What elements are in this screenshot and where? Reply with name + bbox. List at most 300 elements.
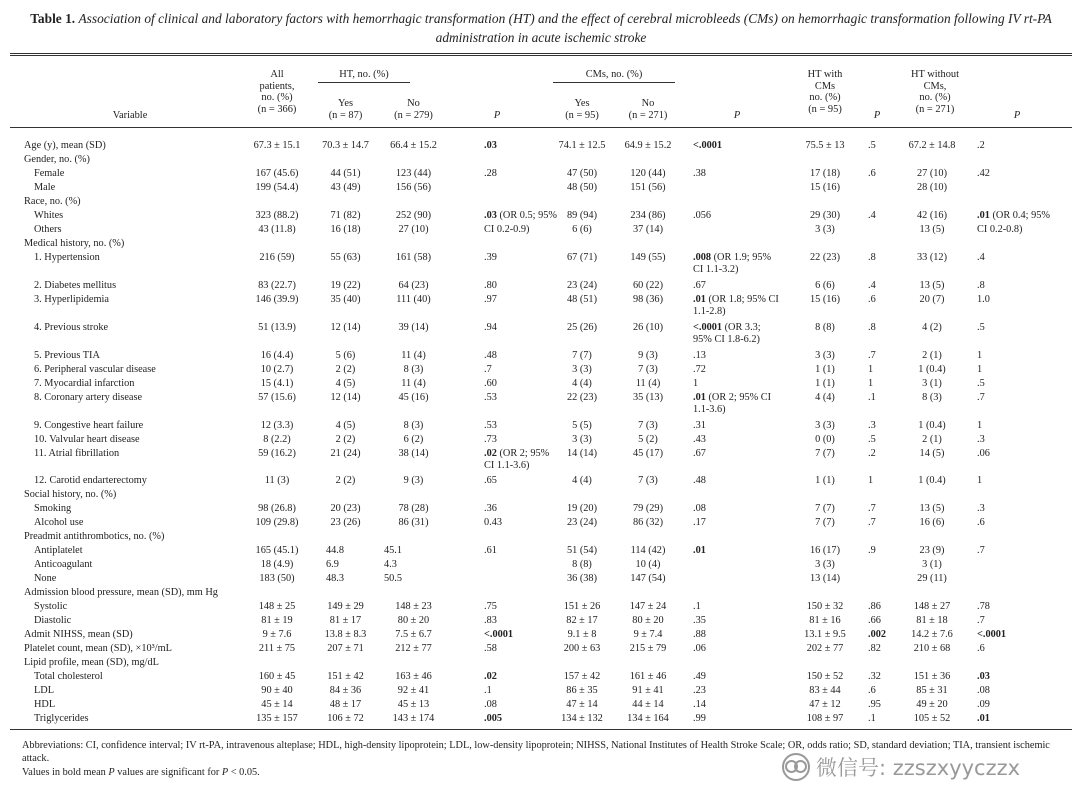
table-cell: 120 (44) (630, 168, 666, 179)
table-cell: .49 (693, 671, 706, 682)
p-value-significant: <.0001 (693, 322, 723, 333)
row-variable: Triglycerides (34, 713, 89, 724)
table-cell: 67.3 ± 15.1 (253, 140, 301, 151)
table-cell: 45 (17) (632, 448, 664, 459)
table-cell: .08 (977, 685, 990, 696)
table-cell: .32 (868, 671, 881, 682)
table-cell: 13 (5) (919, 224, 945, 235)
p-value-detail: (OR 3.3; (722, 322, 761, 333)
table-cell: 29 (11) (917, 573, 947, 584)
table-cell: .4 (868, 280, 876, 291)
table-cell: 1 (868, 378, 874, 389)
row-variable: Total cholesterol (34, 671, 103, 682)
table-cell: 48 (50) (566, 182, 598, 193)
table-cell: .2 (977, 140, 985, 151)
table-cell: 36 (38) (566, 573, 598, 584)
table-cell: .7 (484, 364, 492, 375)
row-variable: 5. Previous TIA (34, 350, 100, 361)
table-cell: 1 (868, 364, 874, 375)
table-cell: 43 (49) (330, 182, 361, 193)
table-cell: 16 (6) (919, 517, 945, 528)
header-ht-with-cms-line: CMs (814, 80, 836, 92)
header-all-patients-line: patients, (259, 80, 295, 92)
table-cell: 42 (16) (916, 210, 948, 221)
row-variable: Alcohol use (34, 517, 84, 528)
header-p4: P (1013, 110, 1021, 121)
table-cell: 6 (2) (403, 434, 424, 445)
header-all-patients-line: no. (%) (261, 92, 293, 103)
table-cell: 64 (23) (398, 280, 429, 291)
table-cell: 80 ± 20 (397, 615, 430, 626)
table-cell: .38 (693, 168, 706, 179)
table-cell: 89 (94) (566, 210, 598, 221)
table-cell: .53 (484, 392, 497, 403)
p-value-significant: .01 (977, 210, 990, 221)
row-variable: 8. Coronary artery disease (34, 392, 143, 403)
header-ht-no-line: No (407, 98, 420, 109)
table-cell: .67 (693, 280, 706, 291)
row-variable: 3. Hyperlipidemia (34, 294, 109, 305)
table-cell: .88 (693, 629, 706, 640)
table-cell: 200 ± 63 (563, 643, 601, 654)
table-cell: 150 ± 32 (806, 601, 844, 612)
table-cell: 37 (14) (632, 224, 664, 235)
table-cell: 210 ± 68 (913, 643, 951, 654)
table-cell: 8 (3) (403, 420, 424, 431)
bold-note-pre: Values in bold mean (22, 767, 106, 778)
table-cell: 81 ± 19 (261, 615, 293, 626)
table-cell: .03 (484, 140, 497, 151)
table-cell: 252 (90) (395, 210, 432, 221)
table-cell: 216 (59) (259, 252, 295, 263)
table-cell: 12 (3.3) (260, 420, 294, 431)
table-cell: <.0001 (693, 140, 723, 151)
table-cell: 7 (7) (572, 350, 592, 361)
top-rule-2 (10, 55, 1072, 56)
table-cell: 3 (3) (572, 434, 592, 445)
table-cell: 29 (30) (809, 210, 841, 221)
row-variable: Systolic (34, 601, 68, 612)
row-variable: Platelet count, mean (SD), ×10³/mL (24, 643, 172, 654)
table-cell: 12 (14) (330, 322, 361, 333)
table-cell: 85 ± 31 (916, 685, 948, 696)
table-cell: 15 (16) (809, 182, 841, 193)
table-cell: 10 (2.7) (260, 364, 294, 375)
table-cell: 47 ± 12 (809, 699, 841, 710)
header-cm-no-line: No (641, 98, 655, 109)
table-cell: 134 ± 164 (627, 713, 669, 724)
table-cell: .82 (868, 643, 881, 654)
table-cell: 86 (32) (632, 517, 664, 528)
table-cell: .1 (484, 685, 492, 696)
table-cell: 45 ± 13 (397, 699, 430, 710)
table-cell: 44 ± 14 (632, 699, 664, 710)
table-cell: 16 (4.4) (260, 350, 294, 361)
table-cell: 35 (13) (632, 392, 664, 403)
table-cell: .6 (977, 517, 985, 528)
table-cell: 7 (3) (638, 364, 658, 375)
table-cell: 160 ± 45 (258, 671, 296, 682)
table-cell: .94 (484, 322, 497, 333)
table-cell: 1 (693, 378, 699, 389)
table-cell: 8 (8) (572, 559, 592, 570)
table-cell: 151 (56) (630, 182, 666, 193)
header-ht-yes-line: Yes (337, 98, 354, 109)
table-cell: 7 (7) (815, 517, 835, 528)
p-value-detail: (OR 0.4; 95% (989, 210, 1050, 221)
table-cell: 13 (5) (919, 503, 945, 514)
table-cell: .7 (868, 350, 876, 361)
table-cell: 23 (26) (330, 517, 361, 528)
cm-group-rule (553, 82, 675, 83)
table-cell: 149 (55) (630, 252, 666, 263)
table-cell: 15 (16) (809, 294, 841, 305)
row-variable: Male (34, 182, 56, 193)
table-cell: <.0001 (977, 629, 1007, 640)
table-cell: 161 ± 46 (629, 671, 667, 682)
table-cell: 134 ± 132 (561, 713, 603, 724)
table-cell: 8 (3) (922, 392, 942, 403)
table-cell: .48 (484, 350, 497, 361)
header-ht-group: HT, no. (%) (339, 69, 389, 80)
table-cell: 161 (58) (395, 252, 432, 263)
table-cell: CI 0.2-0.8) (977, 224, 1023, 235)
table-cell: .28 (484, 168, 497, 179)
header-ht-no-line: (n = 279) (394, 109, 433, 121)
table-cell: .23 (693, 685, 706, 696)
header-ht-without-cms-line: HT without (910, 69, 959, 80)
table-cell: 323 (88.2) (255, 210, 299, 221)
table-cell: .75 (484, 601, 497, 612)
table-cell: 108 ± 97 (806, 713, 844, 724)
table-cell: 90 ± 40 (261, 685, 293, 696)
table-cell: .66 (868, 615, 881, 626)
bold-note-end: < 0.05. (230, 767, 260, 778)
table-cell: 86 ± 35 (566, 685, 598, 696)
table-cell: 1 (868, 475, 874, 486)
table-cell: .3 (977, 434, 985, 445)
table-cell: 17 (18) (809, 168, 841, 179)
table-cell: .7 (868, 517, 876, 528)
table-cell: CI 1.1-3.6) (484, 460, 530, 471)
table-cell: 3 (3) (815, 350, 835, 361)
table-cell: 6.9 (326, 559, 339, 570)
table-cell: 14 (14) (566, 448, 598, 459)
table-cell: 5 (5) (572, 420, 592, 431)
row-variable: 10. Valvular heart disease (34, 434, 140, 445)
table-cell: 1 (977, 420, 983, 431)
table-cell: 3 (3) (815, 224, 835, 235)
table-cell: 143 ± 174 (392, 713, 435, 724)
table-cell: 20 (7) (919, 294, 945, 305)
table-cell: 26 (10) (632, 322, 664, 333)
table-cell: 27 (10) (398, 224, 429, 235)
p-value-significant: .01 (693, 294, 706, 305)
table-cell: .17 (693, 517, 706, 528)
table-cell: 66.4 ± 15.2 (390, 140, 437, 151)
table-cell: 1 (977, 364, 983, 375)
header-ht-without-cms-line: (n = 271) (915, 103, 955, 115)
table-cell: 7 (7) (815, 503, 835, 514)
table-cell: 167 (45.6) (255, 168, 299, 179)
table-cell: 12 (14) (330, 392, 361, 403)
table-cell: 4 (2) (922, 322, 942, 333)
row-variable: Antiplatelet (34, 545, 83, 556)
table-cell: 23 (24) (566, 517, 598, 528)
table-cell: .97 (484, 294, 497, 305)
bottom-rule (10, 729, 1072, 730)
table-cell: CI 0.2-0.9) (484, 224, 530, 235)
row-variable: Admission blood pressure, mean (SD), mm Hg (24, 587, 218, 598)
table-cell: 7 (7) (815, 448, 835, 459)
table-cell: 9 ± 7.6 (262, 629, 292, 640)
table-cell: 6 (6) (572, 224, 592, 235)
table-cell: .8 (868, 252, 876, 263)
header-rule (10, 127, 1072, 128)
table-cell: 45 ± 14 (261, 699, 293, 710)
table-cell: 8 (8) (815, 322, 835, 333)
table-cell: 55 (63) (330, 252, 361, 263)
table-cell: 8 (3) (403, 364, 424, 375)
table-cell: 2 (1) (922, 350, 942, 361)
table-cell: .31 (693, 420, 706, 431)
table-cell: .61 (484, 545, 497, 556)
table-cell: .08 (484, 699, 497, 710)
table-cell: 57 (15.6) (258, 392, 296, 403)
table-cell: 183 (50) (259, 573, 295, 584)
table-cell: 9 ± 7.4 (633, 629, 663, 640)
table-cell: 45 (16) (398, 392, 429, 403)
table-cell: .35 (693, 615, 706, 626)
table-cell: .08 (693, 503, 706, 514)
row-variable: 11. Atrial fibrillation (34, 448, 120, 459)
table-cell: 98 (26.8) (258, 503, 296, 514)
table-cell: 157 ± 42 (563, 671, 601, 682)
row-variable: Anticoagulant (34, 559, 93, 570)
header-ht-with-cms-line: no. (%) (809, 92, 841, 103)
table-cell: 28 (10) (916, 182, 948, 193)
bold-note-p2: P (221, 767, 229, 778)
bold-note-p: P (108, 767, 115, 778)
table-cell: 13 (14) (809, 573, 841, 584)
table-cell: 47 (50) (566, 168, 598, 179)
table-cell: .80 (484, 280, 497, 291)
table-cell: 81 ± 16 (809, 615, 841, 626)
table-cell: 16 (18) (330, 224, 361, 235)
table-cell: 49 ± 20 (916, 699, 948, 710)
table-caption: Association of clinical and laboratory factors with hemorrhagic transformation (HT) and the effect of cerebral microbleeds (CMs) on hemorrhagic transformation following IV rt-PA administration in acute ischemic stroke (78, 11, 1052, 45)
table-cell: 151 ± 36 (913, 671, 951, 682)
table-cell: 212 ± 77 (395, 643, 432, 654)
table-cell: 151 ± 42 (327, 671, 364, 682)
table-cell: .005 (484, 713, 503, 724)
table-cell: 92 ± 41 (397, 685, 430, 696)
table-cell: 14 (5) (919, 448, 945, 459)
table-cell: 111 (40) (396, 294, 431, 305)
table-cell: 1.1-2.8) (693, 306, 726, 317)
table-cell: 135 ± 157 (256, 713, 298, 724)
table-cell: 22 (23) (566, 392, 598, 403)
row-variable: Admit NIHSS, mean (SD) (24, 629, 133, 640)
table-cell: 1 (1) (815, 378, 835, 389)
p-value-detail: (OR 2; 95% (496, 448, 550, 459)
table-cell: 44.8 (326, 545, 345, 556)
table-cell: .67 (693, 448, 706, 459)
table-cell: 59 (16.2) (258, 448, 296, 459)
header-ht-without-cms (897, 69, 973, 115)
header-ht-with-cms-line: (n = 95) (808, 103, 842, 115)
table-cell: 2 (2) (335, 364, 356, 375)
table-cell: 9 (3) (638, 350, 658, 361)
table-cell (693, 252, 789, 264)
table-cell: 78 (28) (398, 503, 429, 514)
header-cm-yes-line: Yes (574, 98, 590, 109)
table-cell: 149 ± 29 (327, 601, 364, 612)
row-variable: 9. Congestive heart failure (34, 420, 144, 431)
table-cell: .5 (977, 378, 985, 389)
footnote-abbreviations: Abbreviations: CI, confidence interval; IV rt-PA, intravenous alteplase; HDL, high-density lipoprotein; LDL, low-density lipoprotein; NIHSS, National Institutes of Health Stroke Scale; OR, odds ratio; SD, standard deviation; TIA, transient ischemic attack. (22, 740, 1050, 764)
table-cell: .65 (484, 475, 497, 486)
p-value-significant: .01 (693, 392, 706, 403)
table-cell: 146 (39.9) (255, 294, 299, 305)
table-cell: 21 (24) (330, 448, 361, 459)
table-cell: 1 (0.4) (918, 420, 946, 431)
p-value-detail: (OR 2; 95% CI (705, 392, 772, 403)
row-variable: 1. Hypertension (34, 252, 100, 263)
table-cell: 199 (54.4) (255, 182, 299, 193)
table-cell: 1 (1) (815, 364, 835, 375)
table-cell: 48 ± 17 (329, 699, 362, 710)
table-cell: 3 (3) (815, 559, 835, 570)
table-cell: 147 (54) (630, 573, 666, 584)
table-cell: 9 (3) (403, 475, 424, 486)
watermark (782, 752, 1020, 782)
table-cell: .4 (868, 210, 876, 221)
table-cell: 10 (4) (635, 559, 661, 570)
table-cell: <.0001 (484, 629, 514, 640)
table-cell: .3 (977, 503, 985, 514)
table-cell: 207 ± 71 (327, 643, 364, 654)
table-cell: 150 ± 52 (806, 671, 844, 682)
table-cell: 4.3 (384, 559, 397, 570)
table-cell: 4 (5) (335, 378, 356, 389)
table-cell: 114 (42) (630, 545, 666, 556)
table-cell: .6 (868, 685, 876, 696)
row-variable: Smoking (34, 503, 72, 514)
table-cell (693, 294, 789, 306)
header-p2: P (733, 110, 741, 121)
table-cell: 3 (1) (922, 559, 942, 570)
table-cell: 60 (22) (632, 280, 664, 291)
table-cell: 123 (44) (395, 168, 432, 179)
table-cell: 11 (4) (401, 350, 426, 361)
table-cell: 19 (22) (330, 280, 361, 291)
table-cell: .73 (484, 434, 497, 445)
row-variable: None (34, 573, 57, 584)
table-cell: .99 (693, 713, 706, 724)
table-cell: .3 (868, 420, 876, 431)
header-ht-yes (318, 98, 373, 121)
table-cell: 2 (2) (335, 475, 356, 486)
table-cell: .02 (484, 671, 497, 682)
table-cell (977, 210, 1072, 222)
table-cell: 3 (3) (815, 420, 835, 431)
header-ht-no (376, 98, 451, 121)
table-cell: 19 (20) (566, 503, 598, 514)
table-cell: 3 (1) (922, 378, 942, 389)
table-cell: .36 (484, 503, 497, 514)
header-ht-without-cms-line: no. (%) (919, 92, 951, 103)
table-cell: 163 ± 46 (395, 671, 432, 682)
row-variable: 6. Peripheral vascular disease (34, 364, 156, 375)
row-variable: Diastolic (34, 615, 72, 626)
table-cell: 11 (4) (401, 378, 426, 389)
header-cm-yes (553, 98, 611, 121)
header-p3: P (873, 110, 881, 121)
table-cell: .8 (868, 322, 876, 333)
row-variable: 7. Myocardial infarction (34, 378, 135, 389)
table-cell: 33 (12) (916, 252, 948, 263)
table-cell: 4 (4) (572, 378, 592, 389)
table-cell: .2 (868, 448, 876, 459)
table-cell: 106 ± 72 (327, 713, 364, 724)
table-cell: 23 (24) (566, 280, 598, 291)
table-cell: 50.5 (384, 573, 403, 584)
table-cell: .01 (977, 713, 990, 724)
row-variable: 2. Diabetes mellitus (34, 280, 117, 291)
table-cell: .14 (693, 699, 706, 710)
table-cell: 80 ± 20 (632, 615, 664, 626)
table-cell (693, 392, 789, 404)
table-cell: 81 ± 17 (329, 615, 362, 626)
table-cell: 67.2 ± 14.8 (908, 140, 956, 151)
table-cell: 23 (9) (919, 545, 945, 556)
table-cell: 148 ± 23 (395, 601, 432, 612)
table-cell: .83 (484, 615, 497, 626)
table-cell: 215 ± 79 (629, 643, 667, 654)
table-cell: 43 (11.8) (258, 224, 296, 235)
table-cell: 211 ± 75 (258, 643, 296, 654)
table-cell: 70.3 ± 14.7 (322, 140, 369, 151)
table-title (10, 9, 1072, 47)
table-cell: 1.1-3.6) (693, 404, 726, 415)
table-cell: .5 (868, 434, 876, 445)
table-cell: 38 (14) (398, 448, 429, 459)
table-cell: 4 (4) (572, 475, 592, 486)
table-cell: 51 (13.9) (258, 322, 296, 333)
table-cell: 82 ± 17 (566, 615, 598, 626)
table-cell: 165 (45.1) (255, 545, 299, 556)
table-cell: 148 ± 27 (913, 601, 951, 612)
table-cell: .1 (868, 713, 876, 724)
table-cell: 105 ± 52 (913, 713, 951, 724)
table-cell: 95% CI 1.8-6.2) (693, 334, 760, 345)
row-variable: Medical history, no. (%) (24, 238, 125, 249)
header-cm-group: CMs, no. (%) (585, 69, 643, 80)
row-variable: Social history, no. (%) (24, 489, 117, 500)
table-cell: 151 ± 26 (563, 601, 601, 612)
row-variable: 12. Carotid endarterectomy (34, 475, 147, 486)
table-cell: 25 (26) (566, 322, 598, 333)
table-cell: 1 (0.4) (918, 475, 946, 486)
header-all-patients-line: (n = 366) (257, 103, 297, 115)
header-cm-no-line: (n = 271) (628, 109, 668, 121)
table-cell: 18 (4.9) (260, 559, 294, 570)
header-variable: Variable (112, 110, 148, 121)
row-variable: Lipid profile, mean (SD), mg/dL (24, 657, 159, 668)
row-variable: Preadmit antithrombotics, no. (%) (24, 531, 165, 542)
table-cell: 74.1 ± 12.5 (558, 140, 606, 151)
